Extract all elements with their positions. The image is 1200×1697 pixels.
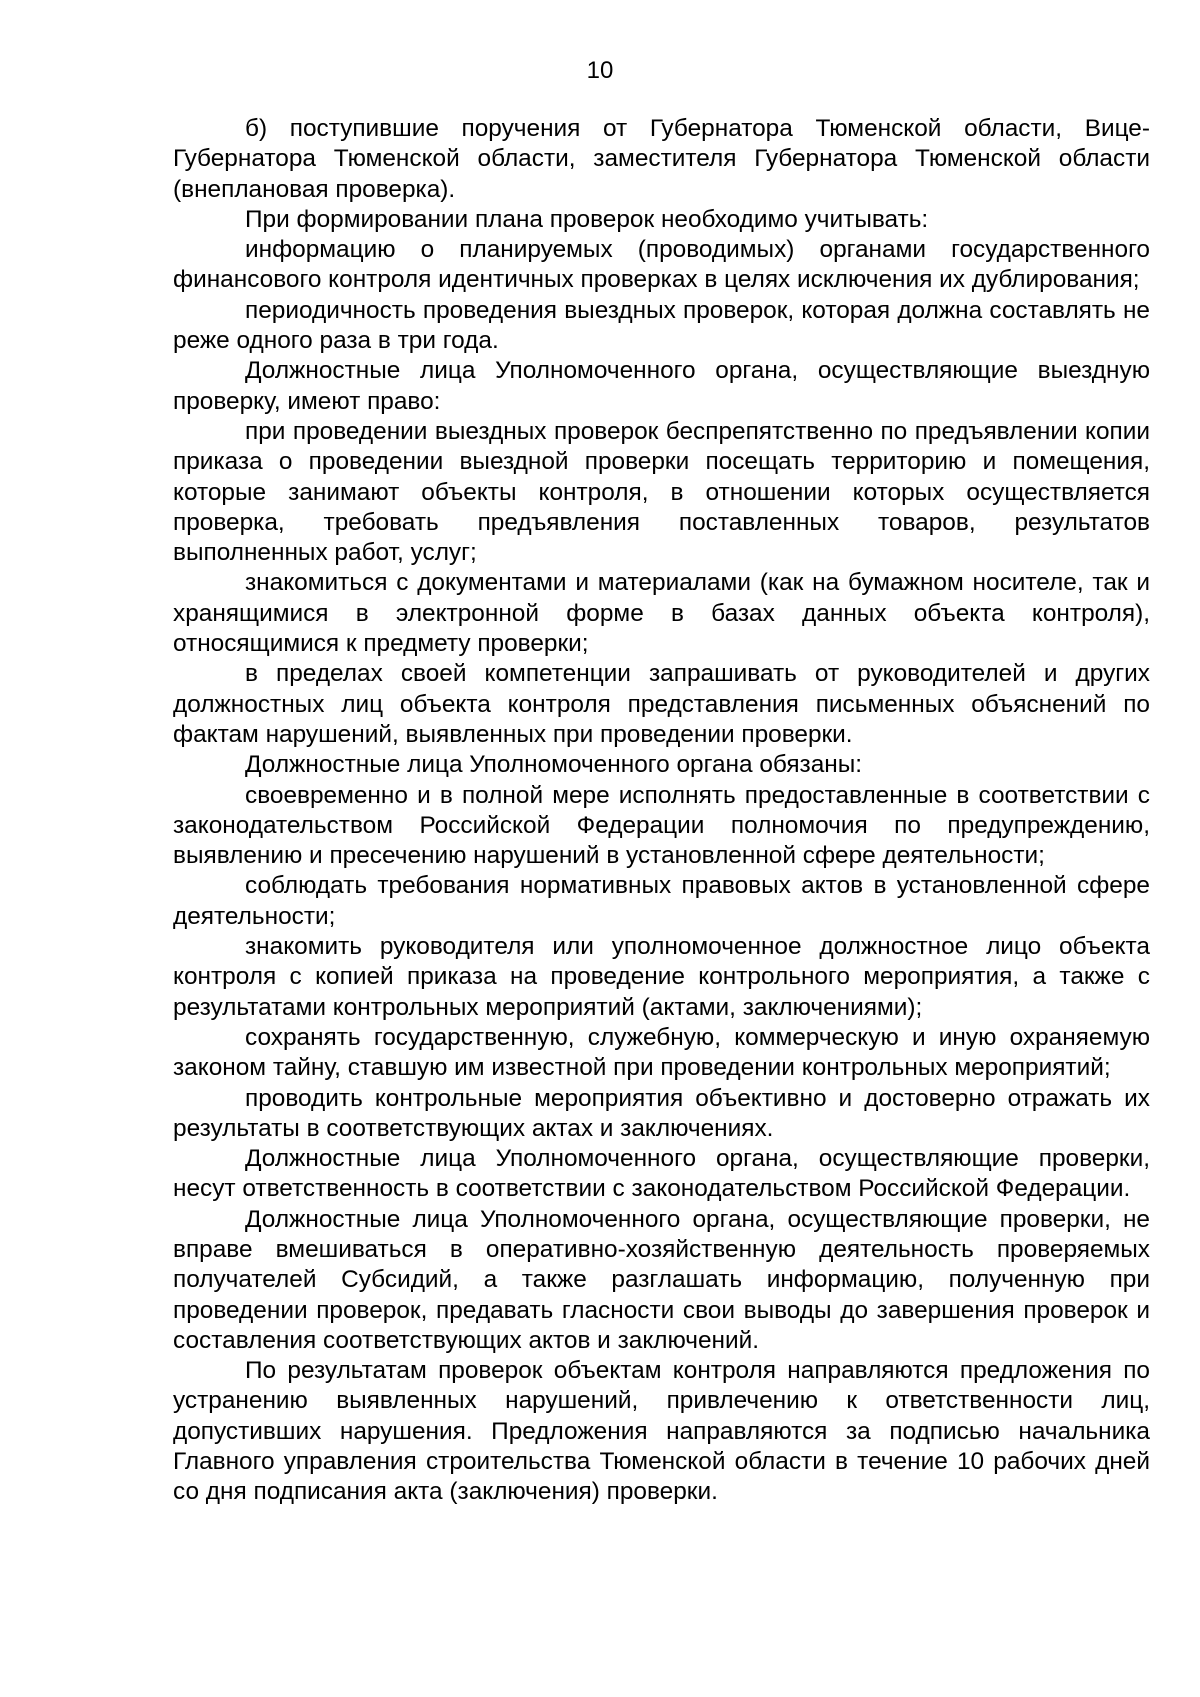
paragraph: в пределах своей компетенции запрашивать от руководителей и других должностных лиц объекта контроля представления письменных объяснений по фактам нарушений, выявленных при проведении проверки. (173, 660, 1150, 748)
page-number: 10 (586, 57, 614, 84)
paragraph: при проведении выездных проверок беспрепятственно по предъявлении копии приказа о проведении выездной проверки посещать территорию и помещения, которые занимают объекты контроля, в отношении которых осуществляется проверка, требовать предъявления поставленных товаров, результатов выполненных работ, услуг; (173, 417, 1150, 567)
paragraph: своевременно и в полной мере исполнять предоставленные в соответствии с законодательством Российской Федерации полномочия по предупреждению, выявлению и пресечению нарушений в установленной сфере деятельности; (173, 781, 1150, 870)
document-body (173, 114, 1150, 1508)
paragraph: При формировании плана проверок необходимо учитывать: (245, 205, 929, 233)
paragraph: соблюдать требования нормативных правовых актов в установленной сфере деятельности; (173, 872, 1150, 930)
paragraph: По результатам проверок объектам контроля направляются предложения по устранению выявленных нарушений, привлечению к ответственности лиц, допустивших нарушения. Предложения направляются за подписью начальника Главного управления строительства Тюменской области в течение 10 рабочих дней со дня подписания акта (заключения) проверки. (173, 1357, 1150, 1506)
paragraph: информацию о планируемых (проводимых) органами государственного финансового контроля идентичных проверках в целях исключения их дублирования; (173, 236, 1150, 294)
paragraph: Должностные лица Уполномоченного органа обязаны: (245, 751, 863, 779)
paragraph: знакомиться с документами и материалами (как на бумажном носителе, так и хранящимися в электронной форме в базах данных объекта контроля), относящимися к предмету проверки; (173, 569, 1150, 658)
paragraph: знакомить руководителя или уполномоченное должностное лицо объекта контроля с копией приказа на проведение контрольного мероприятия, а также с результатами контрольных мероприятий (актами, заключениями); (173, 933, 1150, 1021)
paragraph: Должностные лица Уполномоченного органа, осуществляющие проверки, не вправе вмешиваться в оперативно-хозяйственную деятельность проверяемых получателей Субсидий, а также разглашать информацию, полученную при проведении проверок, предавать гласности свои выводы до завершения проверок и составления соответствующих актов и заключений. (173, 1205, 1150, 1354)
paragraph: сохранять государственную, служебную, коммерческую и иную охраняемую законом тайну, ставшую им известной при проведении контрольных мероприятий; (173, 1023, 1150, 1082)
paragraph: периодичность проведения выездных проверок, которая должна составлять не реже одного раза в три года. (173, 296, 1150, 355)
paragraph: Должностные лица Уполномоченного органа, осуществляющие проверки, несут ответственность в соответствии с законодательством Российской Федерации. (173, 1145, 1150, 1203)
paragraph: Должностные лица Уполномоченного органа, осуществляющие выездную проверку, имеют право: (173, 357, 1150, 415)
paragraph: б) поступившие поручения от Губернатора Тюменской области, Вице-Губернатора Тюменской области, заместителя Губернатора Тюменской области (внеплановая проверка). (173, 115, 1150, 203)
paragraph: проводить контрольные мероприятия объективно и достоверно отражать их результаты в соответствующих актах и заключениях. (173, 1084, 1150, 1142)
